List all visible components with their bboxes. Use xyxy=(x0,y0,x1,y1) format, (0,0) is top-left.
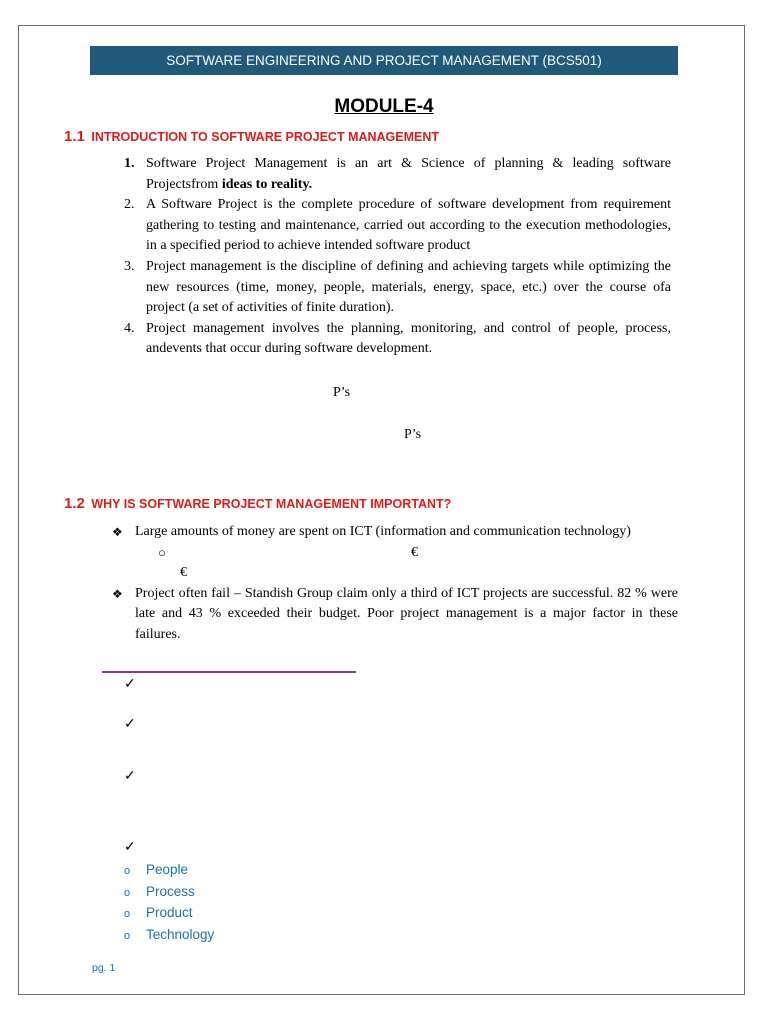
list-marker: 2. xyxy=(124,197,135,213)
list-item-label: People xyxy=(146,862,189,877)
list-item xyxy=(118,257,671,319)
section-title: WHY IS SOFTWARE PROJECT MANAGEMENT IMPORTANT? xyxy=(91,497,452,511)
numbered-list xyxy=(118,154,671,360)
ps-label: P’s xyxy=(333,385,351,400)
circle-bullet-icon: o xyxy=(124,865,131,877)
bullet-text: Large amounts of money are spent on ICT (information and communication technology) xyxy=(135,524,631,539)
list-item-label: Technology xyxy=(146,926,215,942)
list-text-bold: ideas to reality. xyxy=(221,176,313,192)
list-item-label: Process xyxy=(146,883,195,899)
circle-bullet-icon: o xyxy=(124,886,131,899)
document-header xyxy=(90,46,678,75)
list-item xyxy=(124,882,214,904)
sub-circle-marker: ○ xyxy=(158,545,166,560)
checkmark-icon: ✓ xyxy=(124,769,136,784)
list-item-label: Product xyxy=(146,905,193,920)
ps-label: P’s xyxy=(404,427,422,442)
section-heading-1-1 xyxy=(64,128,439,145)
list-text: Project management is the discipline of defining and achieving targets while optimizing the new resources (time, money, people, materials, energy, space, etc.) over the course ofa project (a set of activities of finite duration). xyxy=(146,258,671,316)
bullet-spacer xyxy=(112,543,678,584)
header-title: SOFTWARE ENGINEERING AND PROJECT MANAGEMENT (BCS501) xyxy=(166,53,602,68)
section-number: 1.2 xyxy=(64,495,85,512)
section-heading-1-2 xyxy=(64,495,451,512)
list-item xyxy=(118,319,671,360)
list-item xyxy=(124,860,214,882)
circle-bullet-icon: o xyxy=(124,929,131,942)
list-item xyxy=(124,925,214,947)
list-marker: 4. xyxy=(124,320,135,336)
bullet-item xyxy=(112,522,678,543)
section-title: INTRODUCTION TO SOFTWARE PROJECT MANAGEMENT xyxy=(91,130,440,144)
euro-symbol: € xyxy=(411,545,418,560)
bullet-text: Project often fail – Standish Group claim only a third of ICT projects are successful. 82 % were late and 43 % exceeded their budget. Poor project management is a major factor in these failures. xyxy=(135,585,678,642)
section-number: 1.1 xyxy=(64,128,85,145)
euro-symbol: € xyxy=(180,565,187,580)
list-text: Project management involves the planning, monitoring, and control of people, process, andevents that occur during software development. xyxy=(146,320,671,357)
diamond-bullet-icon: ❖ xyxy=(112,525,123,539)
circle-bullet-icon: o xyxy=(124,908,131,920)
list-marker: 3. xyxy=(124,258,135,274)
list-item xyxy=(118,154,671,195)
checkmark-icon: ✓ xyxy=(124,677,136,692)
list-text: Software Project Management is an art & Science of planning & leading software Projectsfrom xyxy=(146,156,671,192)
four-ps-list xyxy=(124,860,214,946)
checkmark-icon: ✓ xyxy=(124,717,136,732)
page-number: pg. 1 xyxy=(92,962,116,974)
list-item xyxy=(124,903,214,925)
bullet-item xyxy=(112,584,678,646)
module-title: MODULE-4 xyxy=(334,96,434,117)
list-text: A Software Project is the complete procedure of software development from requirement gathering to testing and maintenance, carried out according to the execution methodologies, in a specified period to achieve intended software product xyxy=(146,197,671,254)
bullet-list xyxy=(112,522,678,645)
list-marker: 1. xyxy=(124,156,135,171)
list-item xyxy=(118,195,671,257)
purple-rule xyxy=(102,671,356,673)
checkmark-icon: ✓ xyxy=(124,840,136,855)
diamond-bullet-icon: ❖ xyxy=(112,586,123,601)
